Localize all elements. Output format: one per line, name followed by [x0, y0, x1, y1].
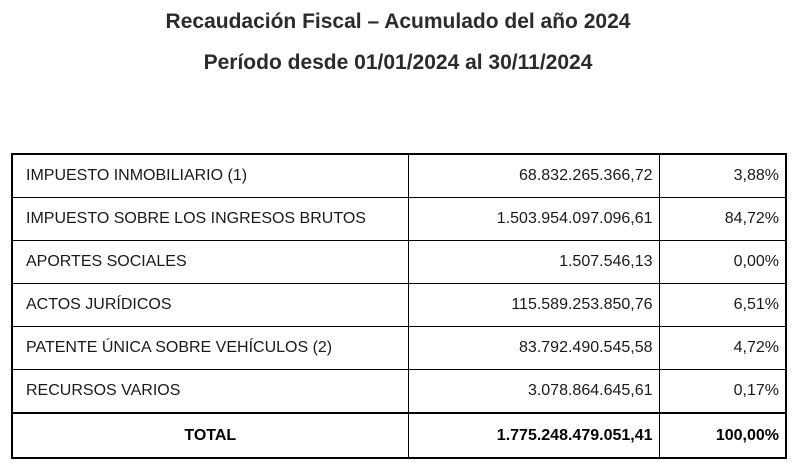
table-row: [12, 284, 786, 327]
concept-cell: IMPUESTO SOBRE LOS INGRESOS BRUTOS: [12, 198, 408, 241]
total-amount: 1.775.248.479.051,41: [408, 413, 659, 458]
table-row: [12, 154, 786, 198]
total-percent: 100,00%: [659, 413, 786, 458]
concept-cell: PATENTE ÚNICA SOBRE VEHÍCULOS (2): [12, 327, 408, 370]
percent-cell: 4,72%: [659, 327, 786, 370]
page-title: Recaudación Fiscal – Acumulado del año 2024: [165, 10, 631, 33]
amount-cell: 68.832.265.366,72: [408, 154, 659, 198]
amount-cell: 3.078.864.645,61: [408, 370, 659, 414]
concept-cell: IMPUESTO INMOBILIARIO (1): [12, 154, 408, 198]
concept-cell: APORTES SOCIALES: [12, 241, 408, 284]
concept-cell: ACTOS JURÍDICOS: [12, 284, 408, 327]
percent-cell: 0,17%: [659, 370, 786, 414]
total-row: [12, 413, 786, 458]
concept-cell: RECURSOS VARIOS: [12, 370, 408, 414]
percent-cell: 3,88%: [659, 154, 786, 198]
table-row: [12, 241, 786, 284]
amount-cell: 1.507.546,13: [408, 241, 659, 284]
percent-cell: 6,51%: [659, 284, 786, 327]
table-row: [12, 327, 786, 370]
tax-collection-table: [11, 153, 787, 459]
total-label: TOTAL: [12, 413, 408, 458]
amount-cell: 1.503.954.097.096,61: [408, 198, 659, 241]
amount-cell: 115.589.253.850,76: [408, 284, 659, 327]
period-subtitle: Período desde 01/01/2024 al 30/11/2024: [203, 51, 593, 74]
percent-cell: 84,72%: [659, 198, 786, 241]
table-row: [12, 198, 786, 241]
amount-cell: 83.792.490.545,58: [408, 327, 659, 370]
table-row: [12, 370, 786, 414]
percent-cell: 0,00%: [659, 241, 786, 284]
